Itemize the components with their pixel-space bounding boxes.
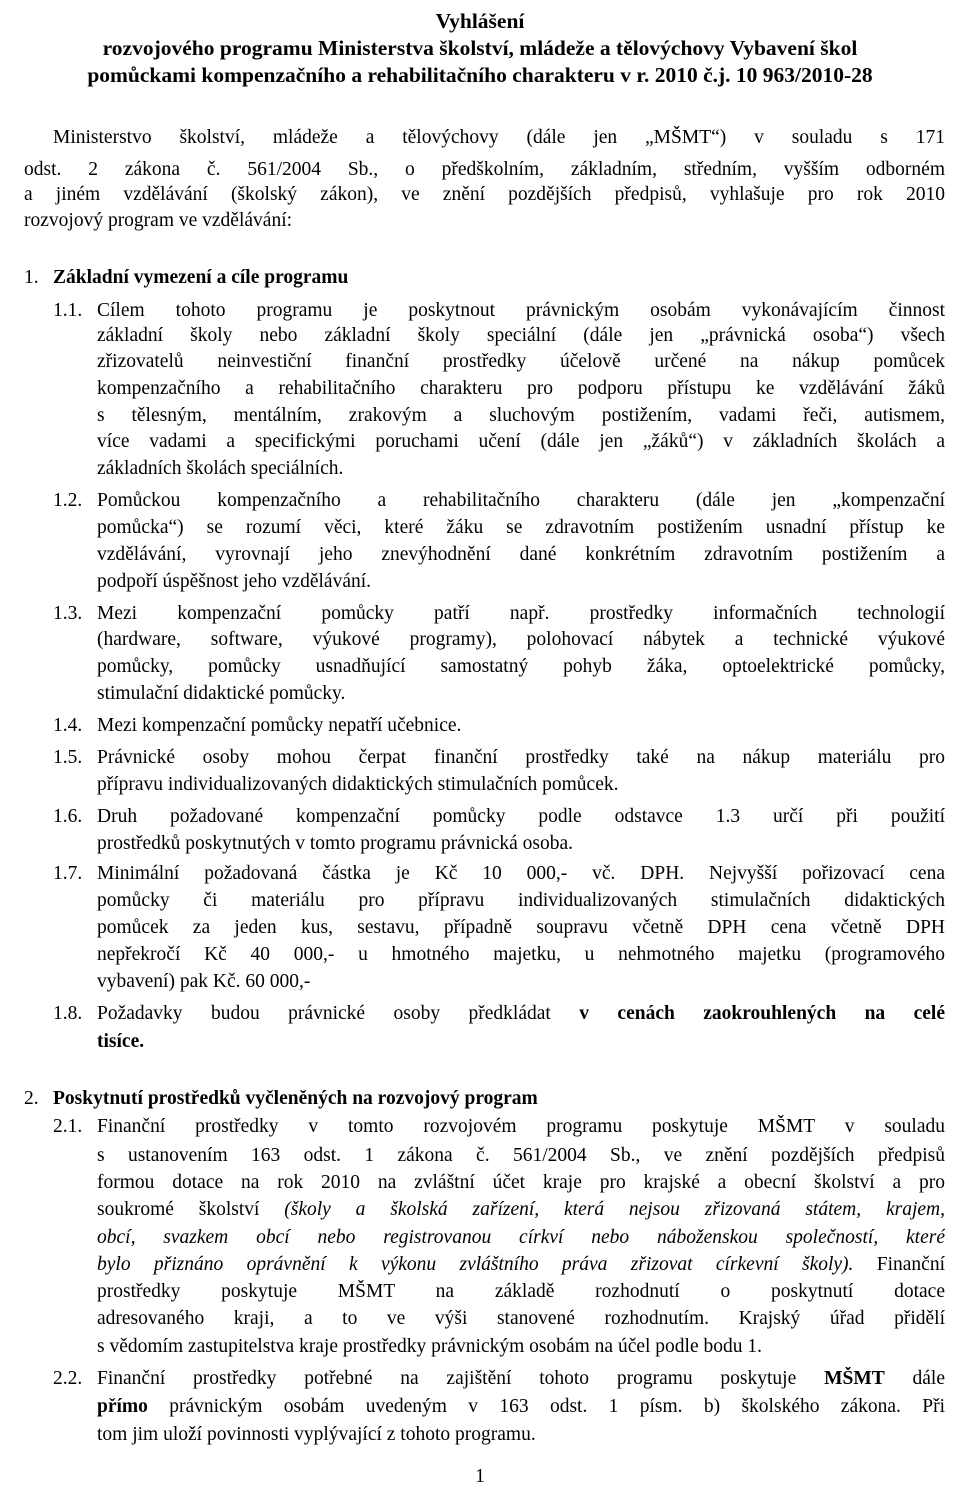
doc-subtitle-line-2: pomůckami kompenzačního a rehabilitačního charakteru v r. 2010 č.j. 10 963/2010-28: [87, 63, 873, 87]
intro-line: odst. 2 zákona č. 561/2004 Sb., o předškolním, základním, středním, vyšším odborném: [24, 159, 945, 180]
item-line: podpoří úspěšnost jeho vzdělávání.: [97, 571, 372, 592]
item-number: 1.5.: [53, 747, 83, 768]
item-line: základních školách speciálních.: [97, 458, 344, 479]
item-line: prostředky poskytuje MŠMT na základě rozhodnutí o poskytnutí dotace: [97, 1281, 945, 1302]
item-line: zřizovatelů neinvestiční finanční prostředky účelově určené na nákup pomůcek: [97, 351, 945, 372]
section-2-number: 2.: [24, 1088, 39, 1109]
item-number: 2.1.: [53, 1116, 83, 1137]
intro-line: rozvojový program ve vzdělávání:: [24, 210, 293, 231]
item-line: prostředků poskytnutých v tomto programu právnická osoba.: [97, 833, 574, 854]
item-line: kompenzačního a rehabilitačního charakteru pro podporu přístupu ke vzdělávání žáků: [97, 378, 945, 399]
item-line: více vadami a specifickými poruchami učení (dále jen „žáků“) v základních školách a: [97, 431, 945, 452]
item-text-bold: MŠMT: [824, 1368, 885, 1389]
item-line: Druh požadované kompenzační pomůcky podle odstavce 1.3 určí při použití: [97, 806, 945, 827]
item-line: [97, 1253, 945, 1277]
item-line: s vědomím zastupitelstva kraje prostředky právnickým osobám na účel podle bodu 1.: [97, 1336, 763, 1357]
item-number: 1.2.: [53, 490, 83, 511]
item-number: 1.7.: [53, 863, 83, 884]
item-text: Požadavky budou právnické osoby předkládat: [97, 1003, 580, 1024]
item-text: soukromé školství: [97, 1199, 285, 1220]
item-line: tom jim uloží povinnosti vyplývající z tohoto programu.: [97, 1424, 536, 1445]
item-line: pomůcka“) se rozumí věci, které žáku se zdravotním postižením usnadní přístup ke: [97, 517, 945, 538]
doc-subtitle-line-1: rozvojového programu Ministerstva školství, mládeže a tělovýchovy Vybavení škol: [102, 36, 858, 60]
item-text-italic: (školy a školská zařízení, která nejsou zřizovaná státem, krajem,: [284, 1199, 945, 1220]
item-line: adresovaného kraji, a to ve výši stanovené rozhodnutím. Krajský úřad přidělí: [97, 1308, 945, 1329]
item-line: Finanční prostředky v tomto rozvojovém programu poskytuje MŠMT v souladu: [97, 1116, 945, 1137]
item-text: Finanční prostředky potřebné na zajištění tohoto programu poskytuje: [97, 1368, 825, 1389]
item-line: (hardware, software, výukové programy), polohovací nábytek a technické výukové: [97, 629, 945, 650]
intro-line: Ministerstvo školství, mládeže a tělovýchovy (dále jen „MŠMT“) v souladu s 171: [53, 127, 945, 148]
item-number: 1.8.: [53, 1003, 83, 1024]
section-1-number: 1.: [24, 267, 39, 288]
item-line: Cílem tohoto programu je poskytnout právnickým osobám vykonávajícím činnost: [97, 300, 945, 321]
item-line: přípravu individualizovaných didaktických stimulačních pomůcek.: [97, 774, 619, 795]
item-number: 2.2.: [53, 1368, 83, 1389]
item-line: stimulační didaktické pomůcky.: [97, 683, 346, 704]
section-1-title: Základní vymezení a cíle programu: [53, 267, 349, 288]
item-line: s tělesným, mentálním, zrakovým a sluchovým postižením, vadami řeči, autismem,: [97, 405, 945, 426]
item-text: Finanční: [853, 1254, 945, 1275]
section-2-title: Poskytnutí prostředků vyčleněných na rozvojový program: [53, 1088, 538, 1109]
item-line: pomůcek za jeden kus, sestavu, případně soupravu včetně DPH cena včetně DPH: [97, 917, 945, 938]
item-line: Pomůckou kompenzačního a rehabilitačního charakteru (dále jen „kompenzační: [97, 490, 945, 511]
intro-line: a jiném vzdělávání (školský zákon), ve znění pozdějších předpisů, vyhlašuje pro rok 2010: [24, 184, 945, 205]
item-line-bold: tisíce.: [97, 1031, 145, 1052]
item-number: 1.4.: [53, 715, 83, 736]
item-text-bold: v cenách zaokrouhlených na celé: [579, 1003, 945, 1024]
item-line: pomůcky či materiálu pro přípravu individualizovaných stimulačních didaktických: [97, 890, 945, 911]
page-number: 1: [475, 1466, 485, 1487]
item-line: formou dotace na rok 2010 na zvláštní účet kraje pro krajské a obecní školství a pro: [97, 1172, 945, 1193]
item-line: Mezi kompenzační pomůcky nepatří učebnice.: [97, 715, 462, 736]
doc-title: Vyhlášení: [435, 9, 525, 33]
item-line: pomůcky, pomůcky usnadňující samostatný pohyb žáka, optoelektrické pomůcky,: [97, 656, 945, 677]
item-line: Minimální požadovaná částka je Kč 10 000,- vč. DPH. Nejvyšší pořizovací cena: [97, 863, 945, 884]
item-line: vzdělávání, vyrovnají jeho znevýhodnění dané konkrétním zdravotním postižením a: [97, 544, 945, 565]
item-text: dále: [884, 1368, 945, 1389]
item-text: právnickým osobám uvedeným v 163 odst. 1 písm. b) školského zákona. Při: [147, 1396, 945, 1417]
item-line: Právnické osoby mohou čerpat finanční prostředky také na nákup materiálu pro: [97, 747, 945, 768]
item-line: vybavení) pak Kč. 60 000,-: [97, 971, 311, 992]
item-line: [97, 1002, 945, 1026]
item-line-italic: obcí, svazkem obcí nebo registrovanou církví nebo náboženskou společností, které: [97, 1227, 945, 1248]
item-number: 1.1.: [53, 300, 83, 321]
item-text-italic: bylo přiznáno oprávnění k výkonu zvláštního práva zřizovat církevní školy).: [97, 1254, 854, 1275]
item-line: s ustanovením 163 odst. 1 zákona č. 561/2004 Sb., ve znění pozdějších předpisů: [97, 1145, 945, 1166]
item-line: Mezi kompenzační pomůcky patří např. prostředky informačních technologií: [97, 603, 945, 624]
item-text-bold: přímo: [97, 1396, 148, 1417]
item-line: [97, 1198, 945, 1222]
item-number: 1.6.: [53, 806, 83, 827]
item-line: nepřekročí Kč 40 000,- u hmotného majetku, u nehmotného majetku (programového: [97, 944, 945, 965]
item-number: 1.3.: [53, 603, 83, 624]
item-line: [97, 1367, 945, 1391]
item-line: [97, 1395, 945, 1419]
item-line: základní školy nebo základní školy speciální (dále jen „právnická osoba“) všech: [97, 325, 945, 346]
